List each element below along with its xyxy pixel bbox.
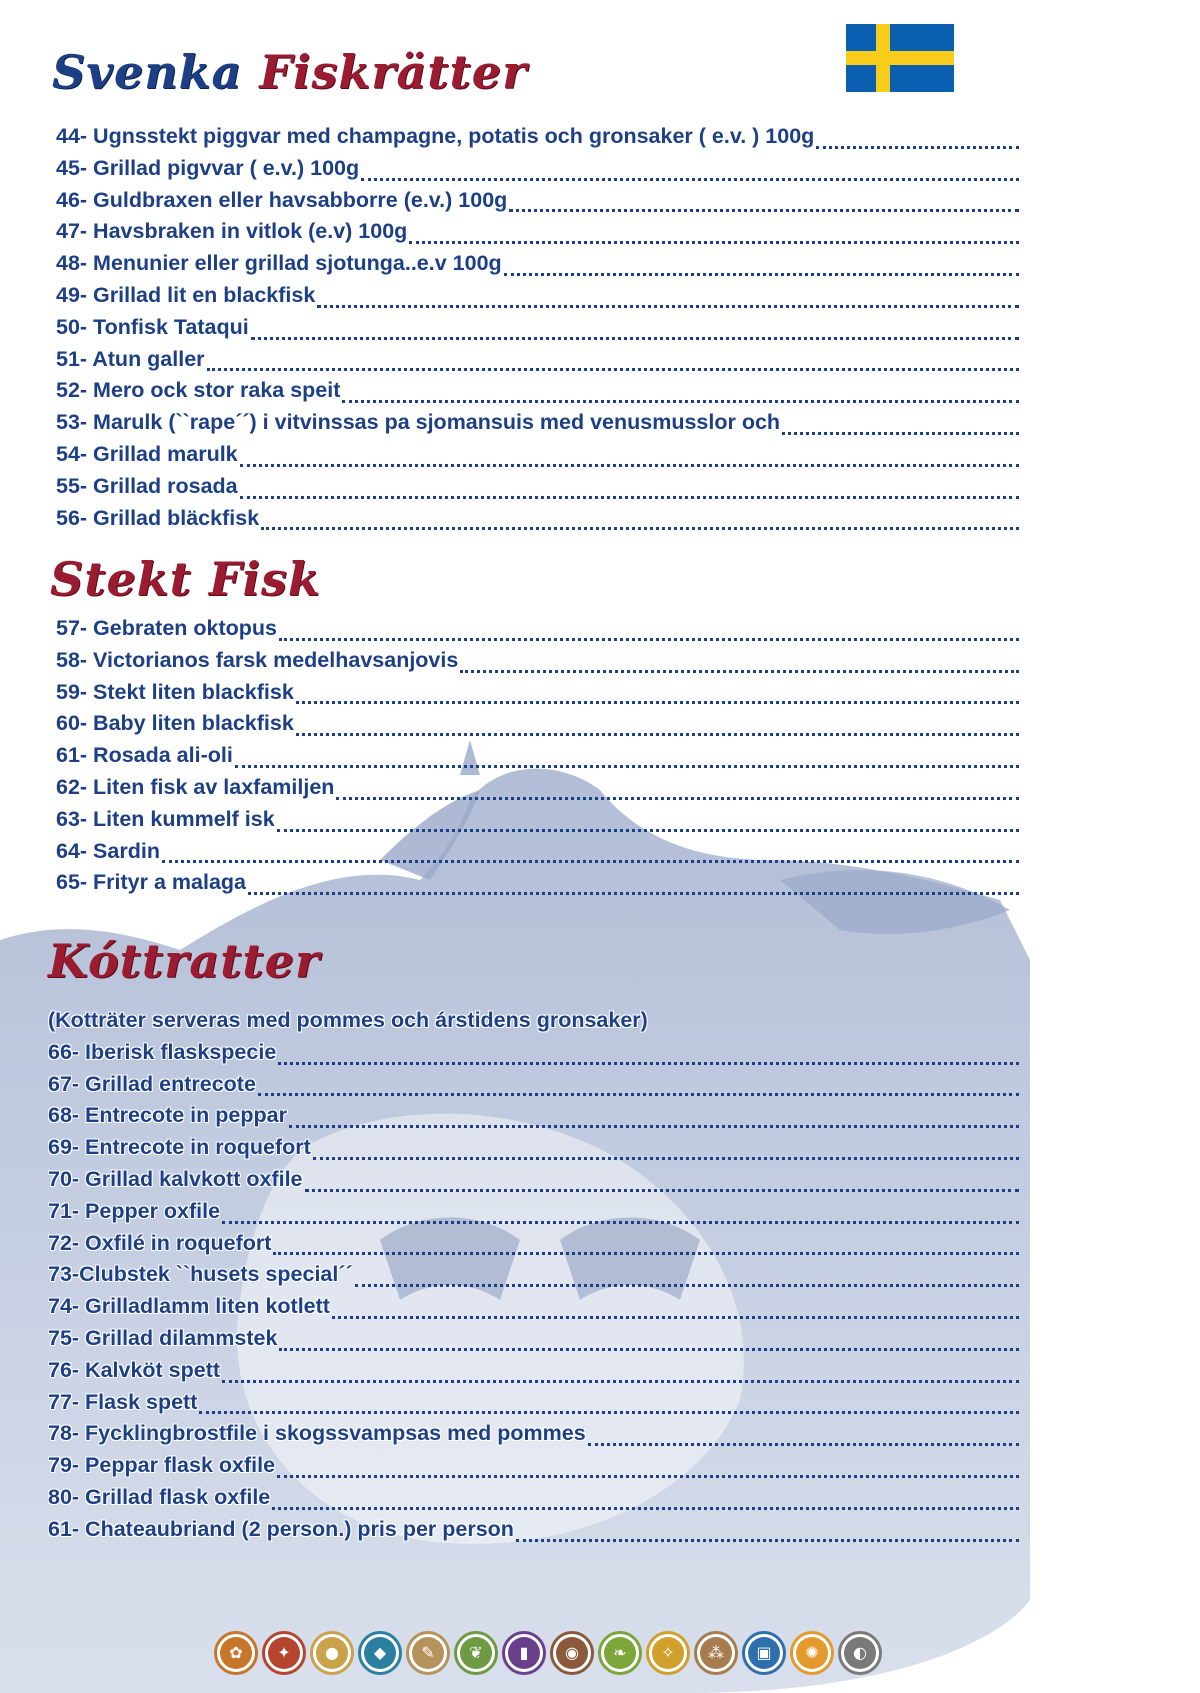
dotted-leader: [258, 1092, 1019, 1096]
menu-item: [56, 315, 1019, 347]
menu-item-label: 55- Grillad rosada: [56, 473, 238, 498]
menu-item: [48, 1294, 1019, 1326]
dotted-leader: [278, 1061, 1019, 1065]
fish-icon: [358, 1631, 402, 1675]
menu-item: [56, 648, 1019, 680]
fried-fish-menu-list: [56, 616, 1019, 902]
lupin-icon: [790, 1631, 834, 1675]
menu-item-label: 54- Grillad marulk: [56, 441, 238, 466]
dotted-leader: [277, 1474, 1019, 1478]
dotted-leader: [240, 495, 1019, 499]
menu-item: [56, 839, 1019, 871]
menu-item-label: 76- Kalvköt spett: [48, 1357, 221, 1382]
menu-item-label: 72- Oxfilé in roquefort: [48, 1230, 272, 1255]
menu-item: [56, 347, 1019, 379]
fish-section-title: [52, 46, 527, 98]
menu-item-label: 77- Flask spett: [48, 1389, 198, 1414]
dotted-leader: [240, 463, 1019, 467]
fish-title-part1: Svenka: [52, 45, 243, 99]
allergen-glyph: ◐: [844, 1637, 876, 1669]
dairy-icon: [502, 1631, 546, 1675]
dotted-leader: [355, 1283, 1019, 1287]
menu-item: [56, 616, 1019, 648]
menu-item-label: 60- Baby liten blackfisk: [56, 711, 294, 736]
menu-item-label: 79- Peppar flask oxfile: [48, 1453, 276, 1478]
menu-item-label: 68- Entrecote in peppar: [48, 1103, 287, 1128]
menu-item: [56, 474, 1019, 506]
allergen-glyph: ▣: [748, 1637, 780, 1669]
dotted-leader: [342, 399, 1019, 403]
allergen-glyph: ◆: [364, 1637, 396, 1669]
dotted-leader: [516, 1538, 1019, 1542]
menu-item-label: 65- Frityr a malaga: [56, 870, 247, 895]
fish-title-part2: Fiskrätter: [259, 45, 528, 99]
meat-note: (Kotträter serveras med pommes och árstidens gronsaker): [48, 1008, 648, 1032]
dotted-leader: [305, 1188, 1019, 1192]
menu-item: [56, 124, 1019, 156]
dotted-leader: [361, 177, 1019, 181]
menu-item: [56, 156, 1019, 188]
menu-item-label: 45- Grillad pigvvar ( e.v.) 100g: [56, 155, 360, 180]
menu-item-label: 56- Grillad bläckfisk: [56, 505, 260, 530]
dotted-leader: [277, 828, 1019, 832]
allergen-glyph: ❧: [604, 1637, 636, 1669]
menu-item: [56, 378, 1019, 410]
menu-item: [56, 711, 1019, 743]
dotted-leader: [279, 637, 1019, 641]
gluten-icon: [214, 1631, 258, 1675]
celery-icon: [598, 1631, 642, 1675]
menu-item: [56, 870, 1019, 902]
menu-item-label: 62- Liten fisk av laxfamiljen: [56, 774, 335, 799]
meat-section-title: Kóttratter: [48, 934, 321, 988]
peanuts-icon: [406, 1631, 450, 1675]
meat-menu-list: [48, 1008, 1019, 1549]
menu-item-label: 44- Ugnsstekt piggvar med champagne, potatis och gronsaker ( e.v. ) 100g: [56, 124, 815, 148]
menu-item: [48, 1199, 1019, 1231]
menu-item-label: 80- Grillad flask oxfile: [48, 1484, 271, 1509]
menu-item: [48, 1231, 1019, 1263]
fish-menu-list: [56, 124, 1019, 537]
menu-item-label: 46- Guldbraxen eller havsabborre (e.v.) 100g: [56, 187, 508, 212]
allergen-glyph: ✺: [796, 1637, 828, 1669]
menu-item-label: 75- Grillad dilammstek: [48, 1325, 278, 1350]
menu-item: [48, 1326, 1019, 1358]
menu-item: [56, 743, 1019, 775]
dotted-leader: [199, 1410, 1019, 1414]
allergen-glyph: ▮: [508, 1637, 540, 1669]
dotted-leader: [313, 1156, 1019, 1160]
menu-item: [56, 807, 1019, 839]
menu-item-label: 63- Liten kummelf isk: [56, 806, 275, 831]
menu-item-label: 49- Grillad lit en blackfisk: [56, 282, 316, 307]
menu-item-label: 61- Chateaubriand (2 person.) pris per person: [48, 1516, 514, 1541]
dotted-leader: [207, 367, 1019, 371]
dotted-leader: [289, 1124, 1019, 1128]
dotted-leader: [248, 891, 1019, 895]
allergen-glyph: ✿: [220, 1637, 252, 1669]
menu-item: [56, 680, 1019, 712]
allergen-glyph: ❦: [460, 1637, 492, 1669]
dotted-leader: [272, 1506, 1019, 1510]
menu-item-label: 73-Clubstek ``husets special´´: [48, 1262, 353, 1287]
sulphites-icon: [742, 1631, 786, 1675]
menu-item-label: 64- Sardin: [56, 838, 160, 863]
menu-item: [48, 1040, 1019, 1072]
allergen-glyph: ✦: [268, 1637, 300, 1669]
nuts-icon: [550, 1631, 594, 1675]
dotted-leader: [251, 336, 1019, 340]
menu-item-label: 74- Grilladlamm liten kotlett: [48, 1294, 330, 1319]
dotted-leader: [235, 764, 1019, 768]
menu-item-label: 61- Rosada ali-oli: [56, 743, 233, 768]
menu-item-label: 70- Grillad kalvkott oxfile: [48, 1166, 303, 1191]
dotted-leader: [509, 208, 1019, 212]
swedish-flag-icon: [846, 24, 954, 92]
dotted-leader: [279, 1347, 1019, 1351]
menu-item-label: 51- Atun galler: [56, 346, 205, 371]
menu-item: [56, 283, 1019, 315]
dotted-leader: [317, 304, 1019, 308]
menu-item: [56, 442, 1019, 474]
menu-item: [48, 1485, 1019, 1517]
menu-item: [56, 188, 1019, 220]
sesame-icon: [694, 1631, 738, 1675]
dotted-leader: [816, 145, 1019, 149]
menu-item: [48, 1135, 1019, 1167]
menu-item: [48, 1421, 1019, 1453]
dotted-leader: [460, 669, 1019, 673]
menu-item-label: 69- Entrecote in roquefort: [48, 1135, 311, 1160]
dotted-leader: [409, 240, 1019, 244]
fried-fish-section-title: Stekt Fisk: [50, 552, 321, 606]
crustaceans-icon: [262, 1631, 306, 1675]
menu-item: [48, 1262, 1019, 1294]
allergen-glyph: ✧: [652, 1637, 684, 1669]
menu-item: [56, 506, 1019, 538]
molluscs-icon: [838, 1631, 882, 1675]
menu-item: [48, 1453, 1019, 1485]
menu-item-label: 58- Victorianos farsk medelhavsanjovis: [56, 647, 459, 672]
dotted-leader: [296, 732, 1019, 736]
menu-item: [56, 219, 1019, 251]
menu-item-label: 47- Havsbraken in vitlok (e.v) 100g: [56, 219, 408, 244]
dotted-leader: [261, 526, 1019, 530]
dotted-leader: [782, 431, 1019, 435]
dotted-leader: [588, 1442, 1019, 1446]
menu-item: [48, 1072, 1019, 1104]
dotted-leader: [296, 700, 1019, 704]
allergen-glyph: ✎: [412, 1637, 444, 1669]
menu-item-label: 66- Iberisk flaskspecie: [48, 1039, 277, 1064]
allergen-glyph: ◉: [556, 1637, 588, 1669]
menu-item: [48, 1390, 1019, 1422]
eggs-icon: [310, 1631, 354, 1675]
menu-item: [48, 1358, 1019, 1390]
dotted-leader: [222, 1379, 1019, 1383]
soy-icon: [454, 1631, 498, 1675]
allergen-glyph: ●: [316, 1637, 348, 1669]
menu-item-label: 52- Mero ock stor raka speit: [56, 378, 341, 403]
menu-item-label: 59- Stekt liten blackfisk: [56, 679, 294, 704]
dotted-leader: [336, 796, 1019, 800]
menu-item: [48, 1103, 1019, 1135]
allergen-glyph: ⁂: [700, 1637, 732, 1669]
menu-item: [48, 1517, 1019, 1549]
menu-item-label: 48- Menunier eller grillad sjotunga..e.v 100g: [56, 251, 502, 276]
menu-item-label: 50- Tonfisk Tataqui: [56, 314, 249, 339]
menu-item: [56, 410, 1019, 442]
dotted-leader: [222, 1220, 1019, 1224]
dotted-leader: [273, 1251, 1019, 1255]
dotted-leader: [332, 1315, 1019, 1319]
mustard-icon: [646, 1631, 690, 1675]
menu-item-label: 53- Marulk (``rape´´) i vitvinssas pa sjomansuis med venusmusslor och: [56, 410, 781, 435]
menu-item-label: 71- Pepper oxfile: [48, 1198, 221, 1223]
menu-item-label: 67- Grillad entrecote: [48, 1071, 256, 1096]
menu-item: [56, 251, 1019, 283]
dotted-leader: [162, 859, 1019, 863]
menu-item-label: 78- Fycklingbrostfile i skogssvampsas med pommes: [48, 1421, 586, 1446]
allergen-icons-row: [214, 1631, 882, 1675]
menu-item: [48, 1167, 1019, 1199]
menu-item-label: 57- Gebraten oktopus: [56, 616, 278, 640]
dotted-leader: [504, 272, 1019, 276]
menu-item: [56, 775, 1019, 807]
